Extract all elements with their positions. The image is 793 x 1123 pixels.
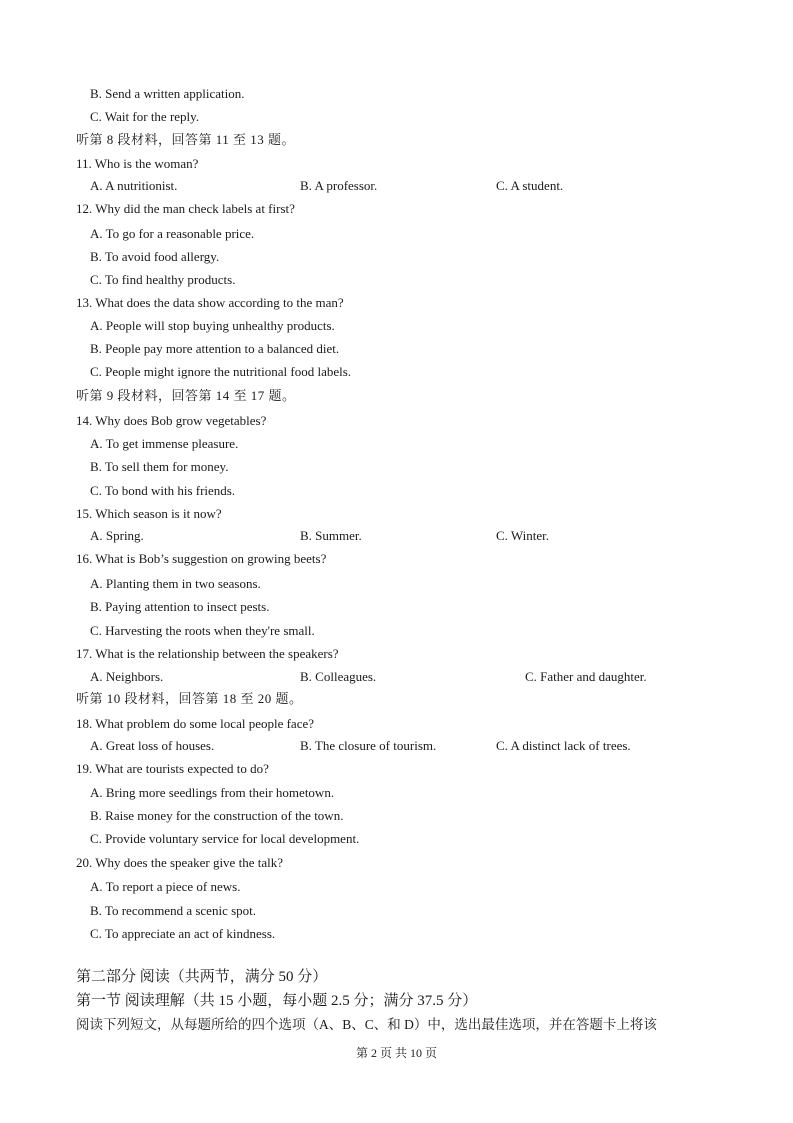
option-20c: C. To appreciate an act of kindness. <box>90 926 276 941</box>
option-19b: B. Raise money for the construction of the town. <box>90 808 344 823</box>
option-17a: A. Neighbors. <box>90 669 164 684</box>
option-16b: B. Paying attention to insect pests. <box>90 599 270 614</box>
option-16c: C. Harvesting the roots when they're small. <box>90 623 315 638</box>
option-13b: B. People pay more attention to a balanced diet. <box>90 341 340 356</box>
option-18b: B. The closure of tourism. <box>300 738 437 753</box>
option-15b: B. Summer. <box>300 528 362 543</box>
listening-instruction-10: 听第 10 段材料，回答第 18 至 20 题。 <box>76 691 303 706</box>
question-12: 12. Why did the man check labels at first? <box>76 201 295 216</box>
option-11b: B. A professor. <box>300 178 378 193</box>
option-17c: C. Father and daughter. <box>525 669 647 684</box>
option-14c: C. To bond with his friends. <box>90 483 236 498</box>
option-10b: B. Send a written application. <box>90 86 245 101</box>
option-20b: B. To recommend a scenic spot. <box>90 903 257 918</box>
question-13: 13. What does the data show according to the man? <box>76 295 344 310</box>
option-15c: C. Winter. <box>496 528 550 543</box>
option-16a: A. Planting them in two seasons. <box>90 576 261 591</box>
page-footer: 第 2 页 共 10 页 <box>355 1046 437 1060</box>
option-15a: A. Spring. <box>90 528 144 543</box>
option-12b: B. To avoid food allergy. <box>90 249 220 264</box>
option-18c: C. A distinct lack of trees. <box>496 738 631 753</box>
listening-instruction-8: 听第 8 段材料，回答第 11 至 13 题。 <box>76 132 296 147</box>
option-17b: B. Colleagues. <box>300 669 377 684</box>
question-15: 15. Which season is it now? <box>76 506 222 521</box>
section-one-heading: 第一节 阅读理解（共 15 小题，每小题 2.5 分；满分 37.5 分） <box>76 993 478 1009</box>
option-14a: A. To get immense pleasure. <box>90 436 239 451</box>
option-19c: C. Provide voluntary service for local development. <box>90 831 360 846</box>
option-14b: B. To sell them for money. <box>90 459 229 474</box>
question-18: 18. What problem do some local people face? <box>76 716 315 731</box>
part-two-heading: 第二部分 阅读（共两节，满分 50 分） <box>76 969 328 985</box>
option-13a: A. People will stop buying unhealthy products. <box>90 318 335 333</box>
question-20: 20. Why does the speaker give the talk? <box>76 855 283 870</box>
reading-instruction: 阅读下列短文，从每题所给的四个选项（A、B、C、和 D）中，选出最佳选项，并在答题卡上将该 <box>76 1017 657 1032</box>
option-18a: A. Great loss of houses. <box>90 738 215 753</box>
option-12c: C. To find healthy products. <box>90 272 236 287</box>
option-19a: A. Bring more seedlings from their hometown. <box>90 785 335 800</box>
option-12a: A. To go for a reasonable price. <box>90 226 255 241</box>
question-14: 14. Why does Bob grow vegetables? <box>76 413 267 428</box>
listening-instruction-9: 听第 9 段材料，回答第 14 至 17 题。 <box>76 388 296 403</box>
option-11a: A. A nutritionist. <box>90 178 178 193</box>
option-11c: C. A student. <box>496 178 564 193</box>
option-20a: A. To report a piece of news. <box>90 879 241 894</box>
question-19: 19. What are tourists expected to do? <box>76 761 269 776</box>
question-11: 11. Who is the woman? <box>76 156 199 171</box>
question-16: 16. What is Bob’s suggestion on growing beets? <box>76 551 327 566</box>
option-13c: C. People might ignore the nutritional food labels. <box>90 364 352 379</box>
question-17: 17. What is the relationship between the speakers? <box>76 646 339 661</box>
option-10c: C. Wait for the reply. <box>90 109 200 124</box>
